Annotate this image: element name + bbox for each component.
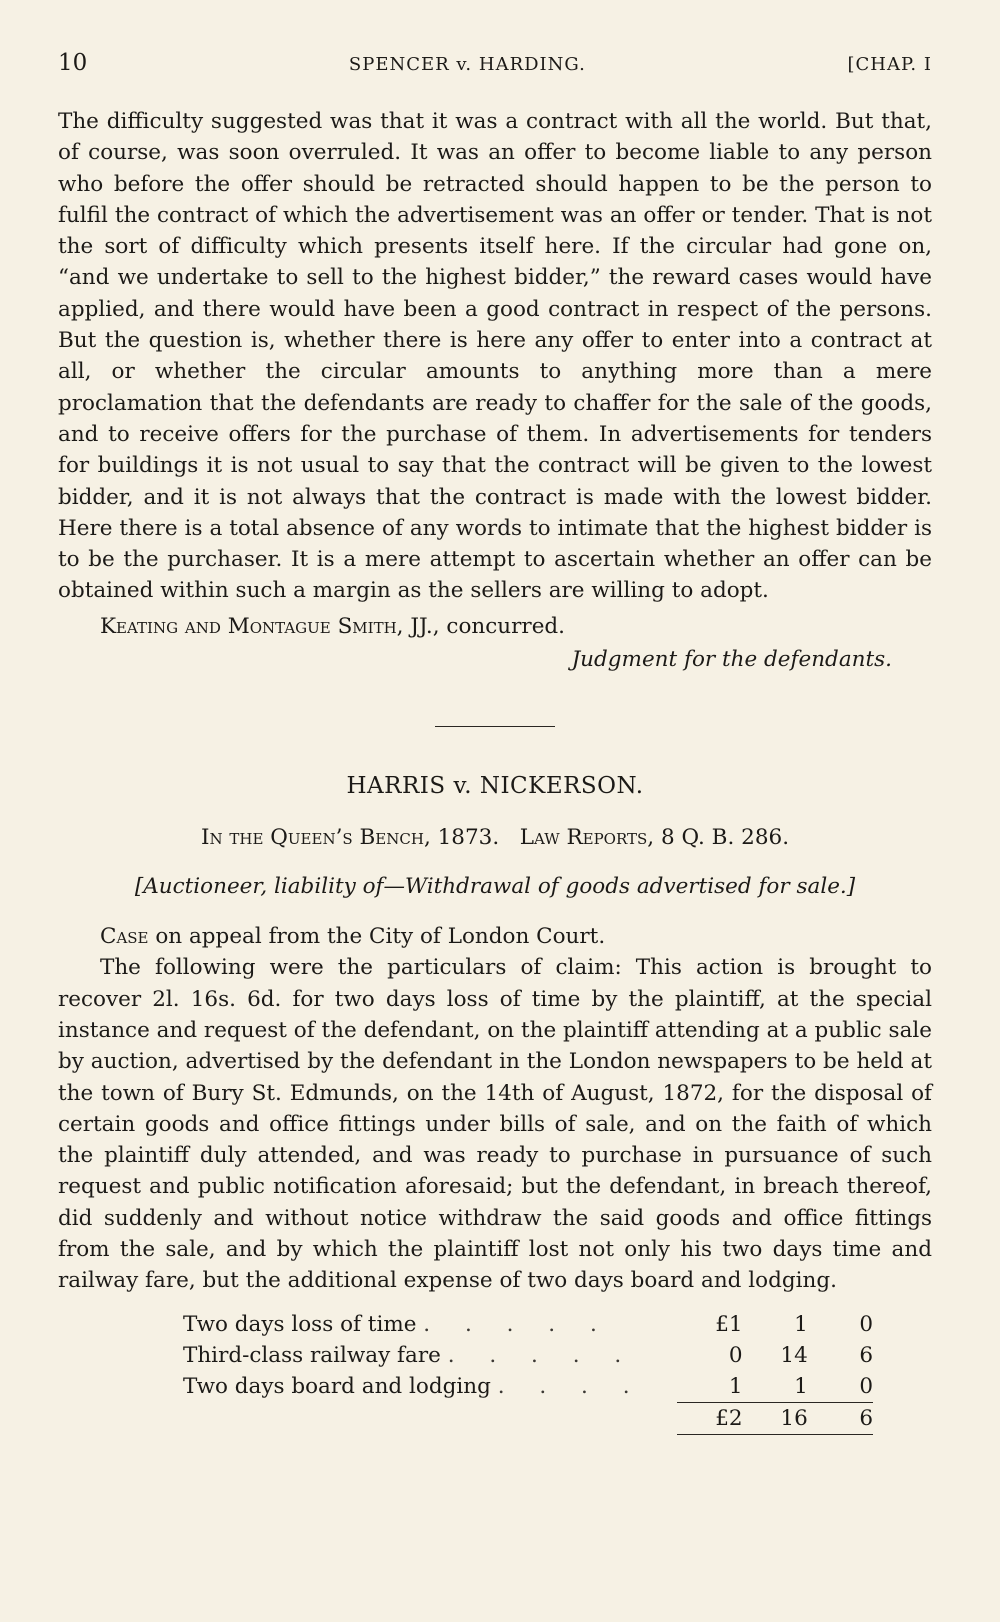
claim-item-leader: . . . .: [497, 1373, 644, 1399]
claim-item-leader: . . . . .: [447, 1342, 636, 1368]
claim-row: [183, 1309, 873, 1340]
claim-pounds: 1: [728, 1373, 743, 1399]
opinion-paragraph: The difficulty suggested was that it was a contract with all the world. But that, of course, was soon overruled. It was an offer to become liable to any person who before the offer should be retracted should happen to be the person to fulfil the contract of which the advertisement was an offer or tender. That is not the sort of difficulty which presents itself here. If the circular had gone on, “and we undertake to sell to the highest bidder,” the reward cases would have applied, and there would have been a good contract in respect of the persons. But the question is, whether there is here any offer to enter into a contract at all, or whether the circular amounts to anything more than a mere proclamation that the defendants are ready to chaffer for the sale of the goods, and to receive offers for the purchase of them. In advertisements for tenders for buildings it is not usual to say that the contract will be given to the lowest bidder, and it is not always that the contract is made with the lowest bidder. Here there is a total absence of any words to intimate that the highest bidder is to be the purchaser. It is a mere attempt to ascertain whether an offer can be obtained within such a margin as the sellers are willing to adopt.: [58, 109, 932, 604]
running-head: [58, 50, 932, 76]
claim-item-leader: . . . . .: [423, 1311, 611, 1337]
claim-item-cell: [183, 1340, 677, 1371]
total-pence: 6: [808, 1402, 873, 1434]
claim-pounds: 0: [728, 1342, 743, 1368]
case-intro-text: on appeal from the City of London Court.: [148, 924, 606, 950]
case-intro: [58, 921, 932, 952]
case-title: HARRIS v. NICKERSON.: [346, 773, 644, 800]
claim-shillings: 1: [794, 1373, 808, 1399]
total-pounds: £2: [677, 1402, 742, 1434]
page-number: 10: [58, 50, 88, 76]
total-shillings: 16: [743, 1402, 808, 1434]
claim-item-cell: [183, 1309, 677, 1340]
claim-item-cell: [183, 1371, 677, 1403]
claim-row: [183, 1340, 873, 1371]
concurrence-line: [58, 611, 932, 642]
judgment-line: Judgment for the defendants.: [571, 647, 892, 673]
section-divider: [435, 726, 555, 727]
claim-item-label: Two days loss of time: [183, 1311, 417, 1337]
court-citation: [58, 825, 932, 850]
claim-item-label: Third-class railway fare: [183, 1342, 441, 1368]
court-name: In the Queen’s Bench, 1873.: [200, 825, 500, 851]
concurring-judges: Keating and Montague Smith, JJ.: [100, 613, 433, 639]
claim-pence: 0: [859, 1311, 873, 1337]
claim-shillings: 14: [780, 1342, 808, 1368]
claim-table: [183, 1309, 873, 1435]
claim-pence: 6: [859, 1342, 873, 1368]
claim-pence: 0: [859, 1373, 873, 1399]
claim-row: [183, 1371, 873, 1403]
claim-pounds: £1: [715, 1311, 743, 1337]
headnote: [Auctioneer, liability of—Withdrawal of goods advertised for sale.]: [134, 874, 856, 900]
concurrence-verb: , concurred.: [432, 613, 566, 639]
chapter-marker: [CHAP. I: [847, 54, 932, 75]
report-citation: Law Reports, 8 Q. B. 286.: [519, 825, 790, 851]
claim-shillings: 1: [794, 1311, 808, 1337]
claim-total-row: [183, 1402, 873, 1434]
case-lead-word: Case: [100, 924, 149, 950]
particulars-paragraph: The following were the particulars of claim: This action is brought to recover 2l. 16s. 6d. for two days loss of time by the plaintiff, at the special instance and request of the defendant, on the plaintiff attending at a public sale by auction, advertised by the defendant in the London newspapers to be held at the town of Bury St. Edmunds, on the 14th of August, 1872, for the disposal of certain goods and office fittings under bills of sale, and on the faith of which the plaintiff duly attended, and was ready to purchase in pursuance of such request and public notification aforesaid; but the defendant, in breach thereof, did suddenly and without notice withdraw the said goods and office fittings from the sale, and by which the plaintiff lost not only his two days time and railway fare, but the additional expense of two days board and lodging.: [58, 955, 932, 1294]
claim-item-label: Two days board and lodging: [183, 1373, 491, 1399]
running-title: SPENCER v. HARDING.: [348, 54, 586, 75]
